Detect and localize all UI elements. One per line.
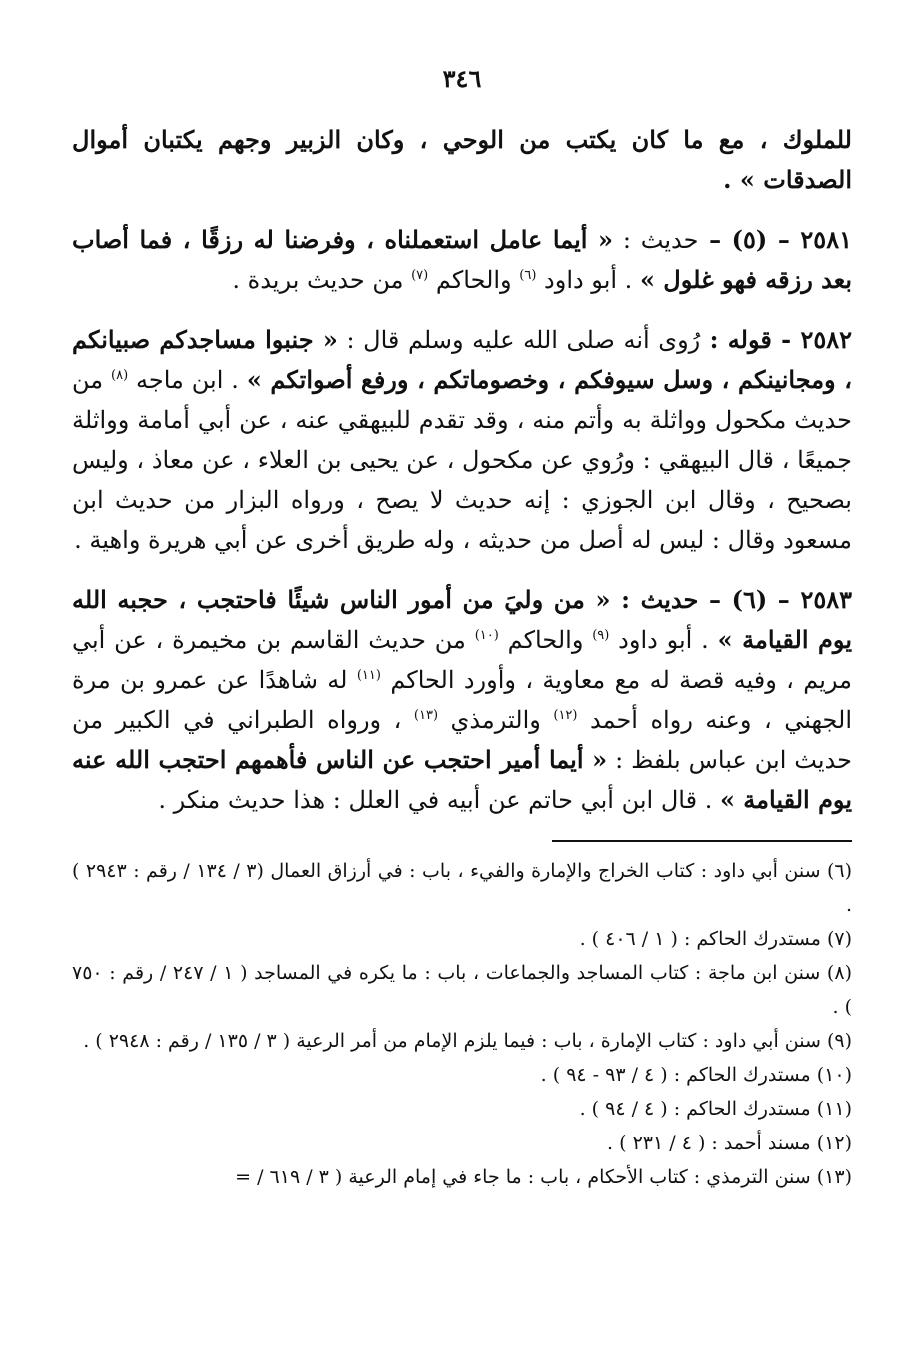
page-body	[72, 64, 852, 1194]
bold-text: ٢٥٨١ – (٥) –	[698, 225, 852, 254]
footnote: (٧) مستدرك الحاكم : ( ١ / ٤٠٦ ) .	[579, 928, 852, 950]
text-run: . قال ابن أبي حاتم عن أبيه في العلل : هذا حديث منكر .	[158, 786, 720, 814]
text-run: ، ورواه الطبراني في الكبير من حديث ابن عباس بلفظ :	[72, 706, 852, 774]
footnote: (٩) سنن أبي داود : كتاب الإمارة ، باب : فيما يلزم الإمام من أمر الرعية ( ٣ / ١٣٥ / رقم : ٢٩٤٨ ) .	[83, 1030, 852, 1052]
footnote: (١١) مستدرك الحاكم : ( ٤ / ٩٤ ) .	[579, 1098, 852, 1120]
text-run: . أبو داود	[609, 626, 718, 654]
footnote-marker: (٦)	[519, 268, 537, 283]
footnote: (١٣) سنن الترمذي : كتاب الأحكام ، باب : ما جاء في إمام الرعية ( ٣ / ٦١٩ / =	[235, 1166, 852, 1188]
text-run: له شاهدًا عن عمرو بن مرة الجهني ، وعنه رواه أحمد	[72, 666, 852, 734]
text-run: من حديث مكحول وواثلة به وأتم منه ، وقد تقدم للبيهقي عنه ، عن أبي أمامة وواثلة جميعًا ، قال البيهقي : ورُوي عن مكحول ، عن يحيى بن العلاء ، عن معاذ ، وليس بصحيح ، وقال ابن الجوزي : إنه حديث لا يصح ، ورواه البزار من حديث ابن مسعود وقال : ليس له أصل من حديثه ، وله طريق أخرى عن أبي هريرة واهية .	[72, 366, 853, 554]
footnote-separator	[552, 840, 852, 842]
text-run: والحاكم	[498, 626, 593, 654]
paragraph	[72, 120, 852, 200]
footnote: (١٢) مسند أحمد : ( ٤ / ٢٣١ ) .	[607, 1132, 852, 1154]
page-number: ٣٤٦	[442, 64, 482, 93]
paragraph	[72, 220, 852, 300]
bold-text: للملوك ، مع ما كان يكتب من الوحي ، وكان الزبير وجهم يكتبان أموال الصدقات » .	[72, 125, 852, 194]
footnote: (٨) سنن ابن ماجة : كتاب المساجد والجماعات ، باب : ما يكره في المساجد ( ١ / ٢٤٧ / رقم : ٧٥٠ ) .	[72, 962, 852, 1018]
text-run: رُوى أنه صلى الله عليه وسلم قال :	[337, 326, 701, 354]
paragraph	[72, 320, 852, 560]
bold-text: ٢٥٨٢ - قوله :	[700, 325, 853, 354]
text-run: من حديث بريدة .	[232, 266, 412, 294]
text-run: . ابن ماجه	[128, 366, 247, 394]
footnote-marker: (١١)	[356, 668, 381, 683]
footnote-marker: (١٢)	[553, 708, 578, 723]
footnote-marker: (٩)	[592, 628, 610, 643]
footnote: (٦) سنن أبي داود : كتاب الخراج والإمارة والفيء ، باب : في أرزاق العمال (٣ / ١٣٤ / رقم : ٢٩٤٣ ) .	[72, 860, 853, 916]
footnote-marker: (١٣)	[413, 708, 439, 723]
text-run: من حديث القاسم بن مخيمرة ، عن أبي مريم ، وفيه قصة له مع معاوية ، وأورد الحاكم	[72, 626, 852, 694]
footnote-marker: (٨)	[111, 368, 129, 383]
paragraph	[72, 580, 852, 820]
footnote: (١٠) مستدرك الحاكم : ( ٤ / ٩٣ - ٩٤ ) .	[540, 1064, 852, 1086]
footnote-marker: (١٠)	[474, 628, 499, 643]
text-run: حديث :	[613, 226, 699, 254]
text-run: . أبو داود	[536, 266, 640, 294]
main-text	[72, 120, 852, 820]
text-run: والترمذي	[438, 706, 554, 734]
bold-text: ٢٥٨٣ – (٦) – حديث :	[610, 585, 852, 614]
text-run: والحاكم	[428, 266, 520, 294]
footnotes	[72, 854, 852, 1194]
bold-text: « جنبوا مساجدكم صبيانكم ، ومجانينكم ، وسل سيوفكم ، وخصوماتكم ، ورفع أصواتكم »	[72, 325, 852, 394]
bold-text: « من وليَ من أمور الناس شيئًا فاحتجب ، حجبه الله يوم القيامة »	[72, 585, 852, 654]
bold-text: « أيما أمير احتجب عن الناس فأهمهم احتجب الله عنه يوم القيامة »	[72, 745, 852, 814]
footnote-marker: (٧)	[411, 268, 429, 283]
bold-text: « أيما عامل استعملناه ، وفرضنا له رزقًا ، فما أصاب بعد رزقه فهو غلول »	[72, 225, 852, 294]
